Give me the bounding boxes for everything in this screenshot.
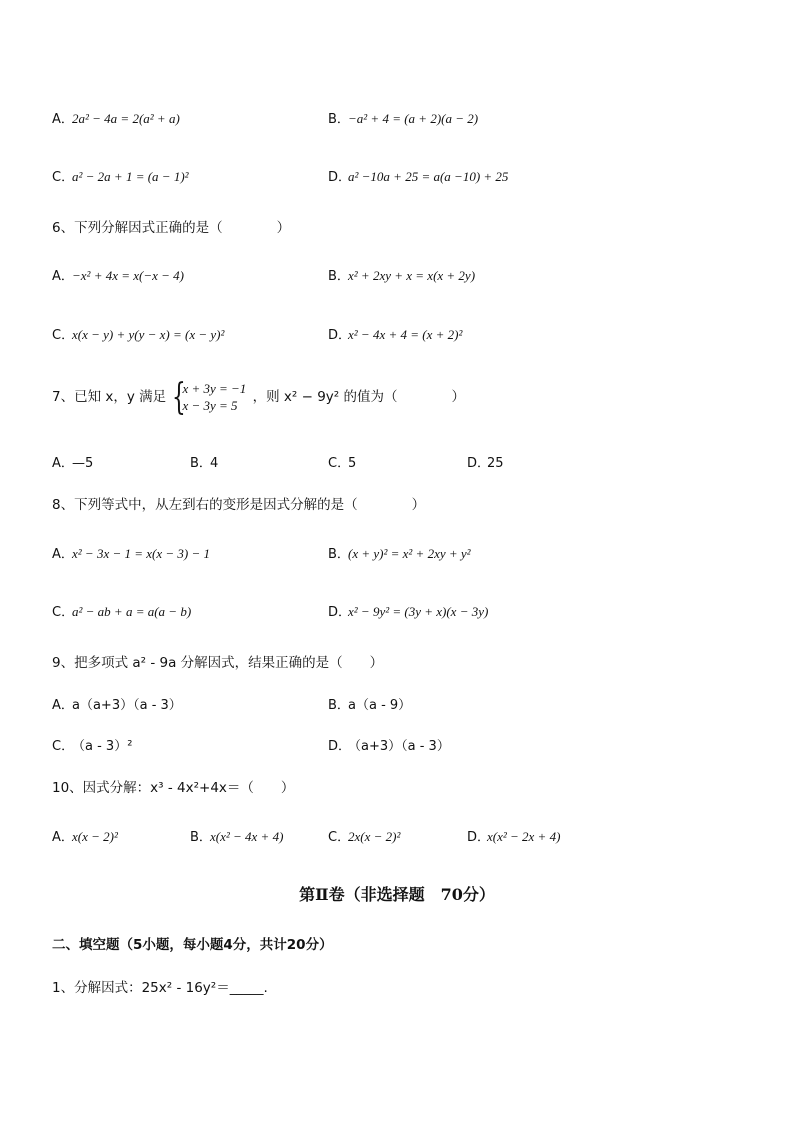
option-label: C． bbox=[52, 605, 75, 620]
option-label: A． bbox=[52, 456, 74, 471]
option-text: 2a² − 4a = 2(a² + a) bbox=[72, 111, 180, 126]
option-label: A． bbox=[52, 269, 74, 284]
option-text: a² − ab + a = a(a − b) bbox=[72, 604, 192, 619]
q8-option-d bbox=[328, 601, 488, 620]
option-label: A． bbox=[52, 830, 74, 845]
option-text: x(x² − 2x + 4) bbox=[487, 829, 561, 844]
q9-option-c bbox=[52, 735, 132, 754]
q7-stem-prefix: 7、已知 x，y 满足 bbox=[52, 389, 167, 405]
option-text: a² − 2a + 1 = (a − 1)² bbox=[72, 169, 189, 184]
fill-question-1: 1、分解因式：25x² - 16y²＝_____. bbox=[52, 980, 268, 996]
q7-option-a bbox=[52, 452, 93, 471]
q8-option-b bbox=[328, 543, 471, 562]
option-text: （a+3）（a - 3） bbox=[348, 739, 450, 754]
q5-option-b bbox=[328, 108, 478, 127]
equation-lines bbox=[182, 380, 246, 414]
option-label: C． bbox=[328, 456, 351, 471]
option-label: D． bbox=[328, 170, 352, 185]
option-text: x² + 2xy + x = x(x + 2y) bbox=[348, 268, 476, 283]
option-text: x² − 4x + 4 = (x + 2)² bbox=[348, 327, 463, 342]
equation-1: x + 3y = −1 bbox=[182, 381, 247, 396]
q9-option-d bbox=[328, 735, 450, 754]
option-text: a（a+3）（a - 3） bbox=[72, 698, 182, 713]
option-text: −x² + 4x = x(−x − 4) bbox=[72, 268, 184, 283]
q5-option-c bbox=[52, 166, 189, 185]
q7-option-c bbox=[328, 452, 356, 471]
q8-stem: 8、下列等式中，从左到右的变形是因式分解的是（ ） bbox=[52, 497, 426, 513]
q7-stem bbox=[52, 377, 465, 418]
q10-stem: 10、因式分解：x³ - 4x²+4x＝（ ） bbox=[52, 780, 295, 796]
q9-option-a bbox=[52, 694, 182, 713]
q8-option-a bbox=[52, 543, 210, 562]
option-text: a（a - 9） bbox=[348, 698, 412, 713]
option-text: x² − 3x − 1 = x(x − 3) − 1 bbox=[72, 546, 210, 561]
option-label: C． bbox=[52, 170, 75, 185]
equation-system bbox=[172, 377, 247, 418]
option-text: 2x(x − 2)² bbox=[348, 829, 401, 844]
option-text: x(x² − 4x + 4) bbox=[210, 829, 284, 844]
option-text: x(x − y) + y(y − x) = (x − y)² bbox=[72, 327, 225, 342]
q6-option-c bbox=[52, 324, 224, 343]
option-label: C． bbox=[52, 328, 75, 343]
option-label: B． bbox=[328, 269, 350, 284]
q7-option-d bbox=[467, 452, 504, 471]
option-label: A． bbox=[52, 547, 74, 562]
option-text: 4 bbox=[210, 456, 219, 471]
q10-option-a bbox=[52, 826, 118, 845]
option-label: D． bbox=[467, 456, 491, 471]
q9-option-b bbox=[328, 694, 411, 713]
q7-option-b bbox=[190, 452, 218, 471]
q6-option-a bbox=[52, 265, 184, 284]
q10-option-c bbox=[328, 826, 400, 845]
q6-option-b bbox=[328, 265, 475, 284]
option-label: B． bbox=[190, 830, 212, 845]
equation-2: x − 3y = 5 bbox=[182, 398, 238, 413]
q10-option-b bbox=[190, 826, 283, 845]
q10-option-d bbox=[467, 826, 560, 845]
q5-option-a bbox=[52, 108, 180, 127]
option-label: C． bbox=[52, 739, 75, 754]
option-text: (x + y)² = x² + 2xy + y² bbox=[348, 546, 471, 561]
option-text: x(x − 2)² bbox=[72, 829, 118, 844]
option-text: a² −10a + 25 = a(a −10) + 25 bbox=[348, 169, 509, 184]
option-text: （a - 3）² bbox=[72, 739, 133, 754]
option-text: 25 bbox=[487, 456, 504, 471]
brace-icon: { bbox=[172, 377, 187, 418]
option-text: x² − 9y² = (3y + x)(x − 3y) bbox=[348, 604, 489, 619]
option-label: D． bbox=[467, 830, 491, 845]
option-label: B． bbox=[190, 456, 212, 471]
option-label: A． bbox=[52, 112, 74, 127]
option-label: B． bbox=[328, 698, 350, 713]
q7-stem-suffix: ，则 x² − 9y² 的值为（ ） bbox=[252, 389, 465, 405]
q9-stem: 9、把多项式 a² - 9a 分解因式，结果正确的是（ ） bbox=[52, 655, 384, 671]
option-label: D． bbox=[328, 605, 352, 620]
q8-option-c bbox=[52, 601, 191, 620]
option-label: B． bbox=[328, 547, 350, 562]
option-label: C． bbox=[328, 830, 351, 845]
part-title: 第Ⅱ卷（非选择题 70分） bbox=[299, 885, 495, 904]
option-text: −a² + 4 = (a + 2)(a − 2) bbox=[348, 111, 479, 126]
q6-stem: 6、下列分解因式正确的是（ ） bbox=[52, 220, 291, 236]
option-label: D． bbox=[328, 328, 352, 343]
option-label: B． bbox=[328, 112, 350, 127]
option-label: D． bbox=[328, 739, 352, 754]
option-text: 5 bbox=[348, 456, 357, 471]
q5-option-d bbox=[328, 166, 508, 185]
q6-option-d bbox=[328, 324, 462, 343]
option-text: —5 bbox=[72, 456, 94, 471]
option-label: A． bbox=[52, 698, 74, 713]
section-heading: 二、填空题（5小题，每小题4分，共计20分） bbox=[52, 937, 333, 953]
